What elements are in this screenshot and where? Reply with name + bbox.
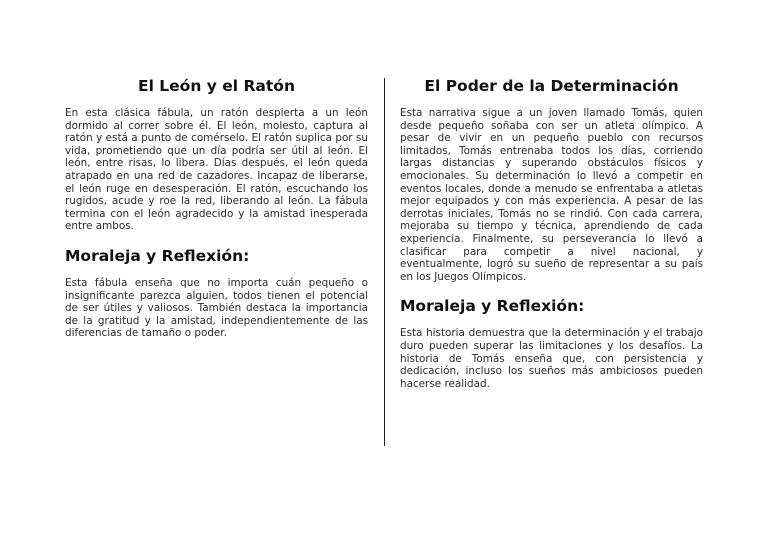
left-title: El León y el Ratón	[138, 77, 295, 95]
left-moral-body: Esta fábula enseña que no importa cuán pequeño o insignificante parezca alguien, todos tienen el potencial de ser útiles y valiosos. También destaca la importancia de la gratitud y la amistad, independientemente de las diferencias de tamaño o poder.	[65, 276, 368, 340]
right-moral-heading: Moraleja y Reflexión:	[400, 297, 585, 316]
column-divider	[384, 78, 385, 446]
left-column	[65, 76, 368, 340]
left-moral-heading: Moraleja y Reflexión:	[65, 246, 250, 265]
right-body: Esta narrativa sigue a un joven llamado Tomás, quien desde pequeño soñaba con ser un atleta olímpico. A pesar de vivir en un pequeño pueblo con recursos limitados, Tomás entrenaba todos los días, corriendo largas distancias y superando obstáculos físicos y emocionales. Su determinación lo llevó a competir en eventos locales, donde a menudo se enfrentaba a atletas mejor equipados y con más experiencia. A pesar de las derrotas iniciales, Tomás no se rindió. Con cada carrera, mejoraba su tiempo y técnica, aprendiendo de cada experiencia. Finalmente, su perseverancia lo llevó a clasificar para competir a nivel nacional, y eventualmente, logró su sueño de representar a su país en los Juegos Olímpicos.	[400, 107, 703, 283]
left-body: En esta clásica fábula, un ratón despierta a un león dormido al correr sobre él. El león, molesto, captura al ratón y está a punto de comérselo. El ratón suplica por su vida, prometiendo que un día podría ser útil al león. El león, entre risas, lo libera. Días después, el león queda atrapado en una red de cazadores. Incapaz de liberarse, el león ruge en desesperación. El ratón, escuchando los rugidos, acude y roe la red, liberando al león. La fábula termina con el león agradecido y la amistad inesperada entre ambos.	[65, 107, 368, 233]
right-title: El Poder de la Determinación	[424, 77, 679, 95]
right-moral-body: Esta historia demuestra que la determinación y el trabajo duro pueden superar las limitaciones y los desafíos. La historia de Tomás enseña que, con persistencia y dedicación, incluso los sueños más ambiciosos pueden hacerse realidad.	[400, 327, 703, 390]
right-column	[400, 76, 703, 390]
